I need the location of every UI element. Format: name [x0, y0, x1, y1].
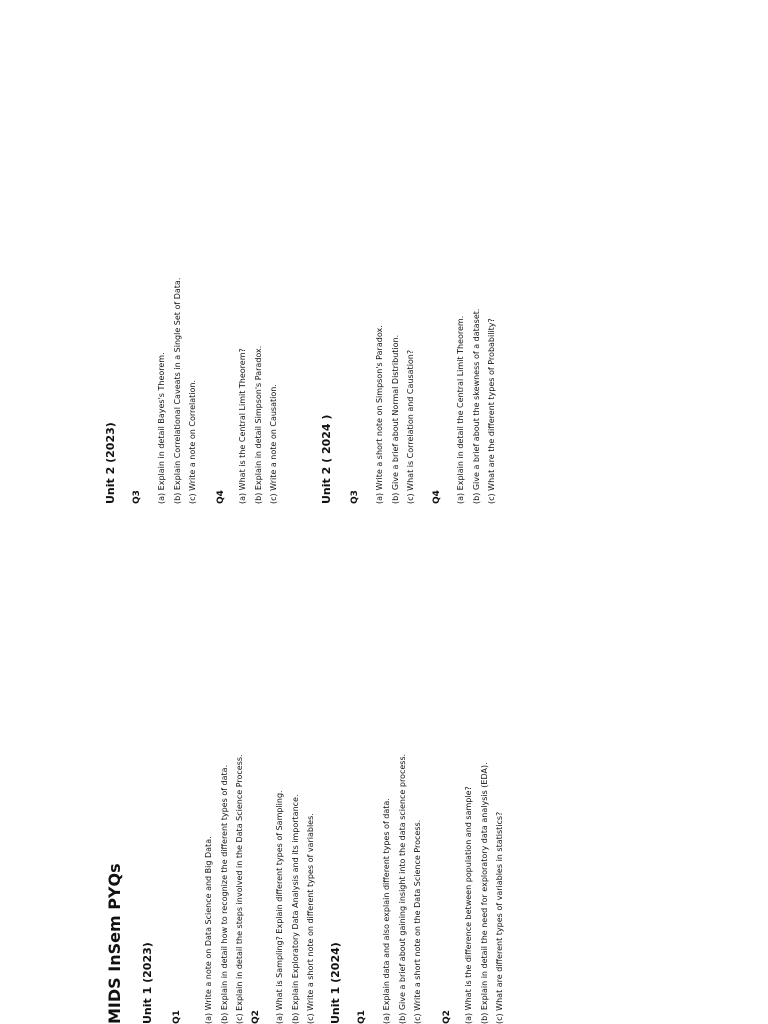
- unit-title: Unit 1 (2023): [141, 942, 154, 1024]
- question-item: (b) Explain Correlational Caveats in a Single Set of Data.: [172, 277, 182, 504]
- question-label: Q4: [432, 490, 442, 504]
- question-label: Q3: [350, 490, 360, 504]
- question-item: (b) Explain Exploratory Data Analysis and its importance.: [290, 794, 300, 1024]
- question-item: (b) Give a brief about Normal Distribution.: [390, 334, 400, 504]
- question-item: (c) Write a note on Causation.: [269, 384, 278, 504]
- question-item: (c) What are different types of variables in statistics?: [495, 811, 504, 1024]
- question-item: (c) Explain in detail the steps involved in the Data Science Process.: [235, 754, 244, 1024]
- question-items: [461, 762, 508, 1024]
- question-item: (c) Write a note on Correlation.: [188, 379, 197, 504]
- question-items: [235, 346, 282, 504]
- unit-title: Unit 1 (2024): [329, 942, 342, 1024]
- question-items: [272, 790, 319, 1024]
- question-label: Q1: [357, 1010, 367, 1024]
- question-item: (c) Write a short note on the Data Science Process.: [413, 819, 422, 1024]
- question-item: (b) Give a brief about the skewness of a dataset.: [471, 308, 481, 504]
- question-item: (a) Explain in detail the Central Limit Theorem.: [456, 315, 465, 504]
- question-items: [154, 278, 201, 504]
- question-item: (c) Write a short note on different types of variables.: [306, 813, 315, 1024]
- question-label: Q3: [132, 490, 142, 504]
- question-item: (b) Explain in detail how to recognize the different types of data.: [219, 764, 229, 1024]
- question-item: (a) Explain data and also explain different types of data.: [382, 798, 391, 1024]
- question-item: (c) What is Correlation and Causation?: [406, 349, 415, 504]
- question-item: (b) Explain in detail Simpson's Paradox.: [253, 345, 263, 504]
- question-item: (a) Explain in detail Bayes's Theorem.: [157, 352, 166, 504]
- question-item: (a) What is Sampling? Explain different types of Sampling.: [275, 790, 284, 1024]
- question-item: (a) Write a short note on Simpson's Paradox.: [375, 325, 384, 504]
- document-title: MIDS InSem PYQs: [105, 863, 124, 1024]
- unit-section: [141, 754, 315, 1024]
- unit-section: [104, 277, 278, 504]
- question-item: (a) What is the Central Limit Theorem?: [238, 348, 247, 504]
- unit-title: Unit 2 (2023): [104, 422, 117, 504]
- question-item: (a) Write a note on Data Science and Big Data.: [204, 836, 213, 1024]
- unit-title: Unit 2 ( 2024 ): [320, 414, 333, 504]
- unit-section: [329, 753, 504, 1024]
- question-items: [453, 309, 500, 504]
- question-label: Q2: [442, 1010, 452, 1024]
- question-label: Q2: [251, 1010, 261, 1024]
- question-items: [372, 325, 419, 504]
- question-label: Q1: [172, 1010, 182, 1024]
- question-items: [379, 754, 426, 1024]
- question-item: (b) Give a brief about gaining insight into the data science process.: [397, 753, 407, 1024]
- question-item: (b) Explain in detail the need for exploratory data analysis (EDA).: [479, 762, 489, 1024]
- question-item: (c) What are the different types of Probability?: [487, 318, 496, 504]
- unit-section: [320, 308, 496, 504]
- question-item: (a) What is the difference between population and sample?: [464, 786, 473, 1024]
- question-items: [201, 754, 248, 1024]
- question-label: Q4: [216, 490, 226, 504]
